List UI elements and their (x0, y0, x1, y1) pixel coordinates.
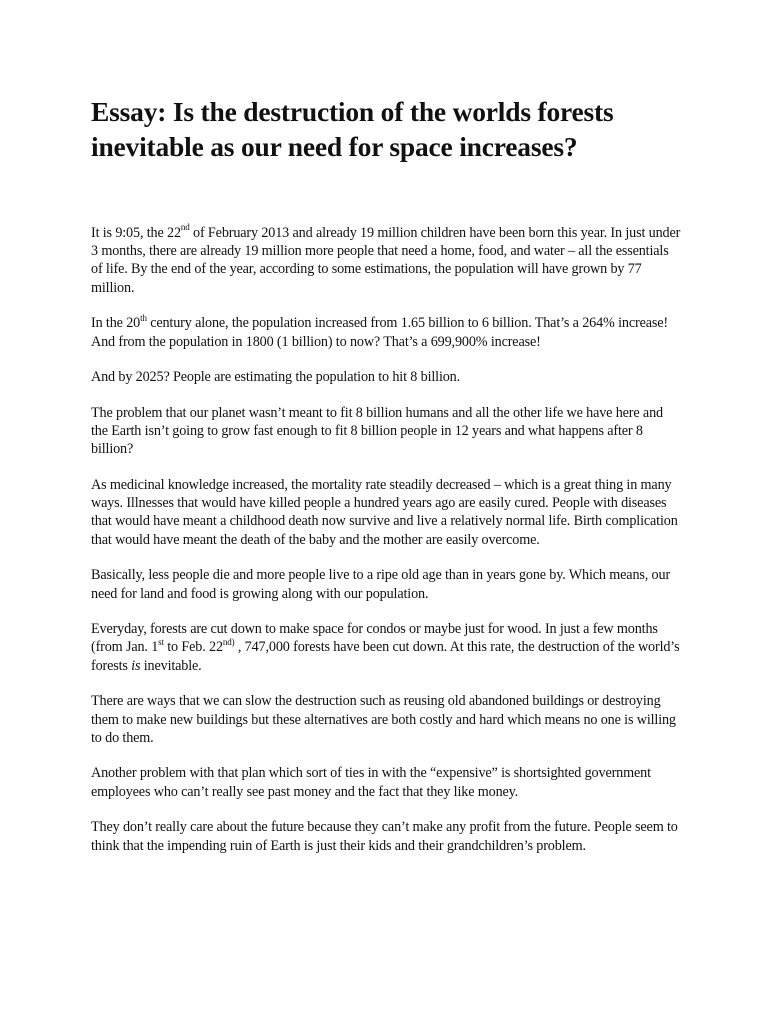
paragraph-1-text-b: of February 2013 and already 19 million children have been born this year. In just under 3 months, there are already 19 million more people that need a home, food, and water – all the essentials of life. By the end of the year, according to some estimations, the population will have grown by 77 million. (91, 225, 681, 296)
paragraph-2-superscript: th (140, 312, 147, 323)
paragraph-7-superscript-2: nd) (222, 636, 235, 647)
paragraph-7 (91, 620, 681, 675)
paragraph-2 (91, 314, 681, 350)
paragraph-5: As medicinal knowledge increased, the mortality rate steadily decreased – which is a great thing in many ways. Illnesses that would have killed people a hundred years ago are easily cured. People with diseases that would have meant a childhood death now survive and live a relatively normal life. Birth complication that would have meant the death of the baby and the mother are easily overcome. (91, 477, 678, 548)
paragraph-1-superscript: nd (180, 222, 190, 233)
paragraph-7-text-d: inevitable. (140, 657, 202, 674)
paragraph-8: There are ways that we can slow the destruction such as reusing old abandoned buildings or destroying them to make new buildings but these alternatives are both costly and hard which means no one is willing to do them. (91, 693, 676, 746)
paragraph-6: Basically, less people die and more people live to a ripe old age than in years gone by. Which means, our need for land and food is growing along with our population. (91, 567, 671, 602)
paragraph-2-text-b: century alone, the population increased from 1.65 billion to 6 billion. That’s a 264% increase! And from the population in 1800 (1 billion) to now? That’s a 699,900% increase! (91, 315, 668, 350)
document-page (91, 94, 681, 872)
paragraph-1 (91, 224, 681, 297)
paragraph-4: The problem that our planet wasn’t meant to fit 8 billion humans and all the other life we have here and the Earth isn’t going to grow fast enough to fit 8 billion people in 12 years and what happens after 8 billion? (91, 404, 663, 458)
paragraph-10: They don’t really care about the future because they can’t make any profit from the future. People seem to think that the impending ruin of Earth is just their kids and their grandchildren’s problem. (91, 819, 678, 854)
paragraph-3: And by 2025? People are estimating the population to hit 8 billion. (91, 369, 461, 386)
essay-title: Essay: Is the destruction of the worlds forests inevitable as our need for space increases? (91, 96, 614, 162)
paragraph-1-text-a: It is 9:05, the 22 (91, 225, 181, 241)
paragraph-2-text-a: In the 20 (91, 315, 141, 332)
paragraph-7-text-a: Everyday, forests are cut down to make space for condos or maybe just for wood. In just a few months (from Jan. 1 (91, 621, 658, 656)
paragraph-7-text-c: , 747,000 forests have been cut down. At this rate, the destruction of the world’s forests (91, 639, 680, 674)
paragraph-7-emphasis: is (131, 657, 141, 674)
paragraph-7-text-b: to Feb. 22 (163, 639, 223, 656)
paragraph-9: Another problem with that plan which sort of ties in with the “expensive” is shortsighted government employees who can’t really see past money and the fact that they like money. (91, 765, 651, 800)
paragraph-7-superscript-1: st (158, 636, 164, 647)
